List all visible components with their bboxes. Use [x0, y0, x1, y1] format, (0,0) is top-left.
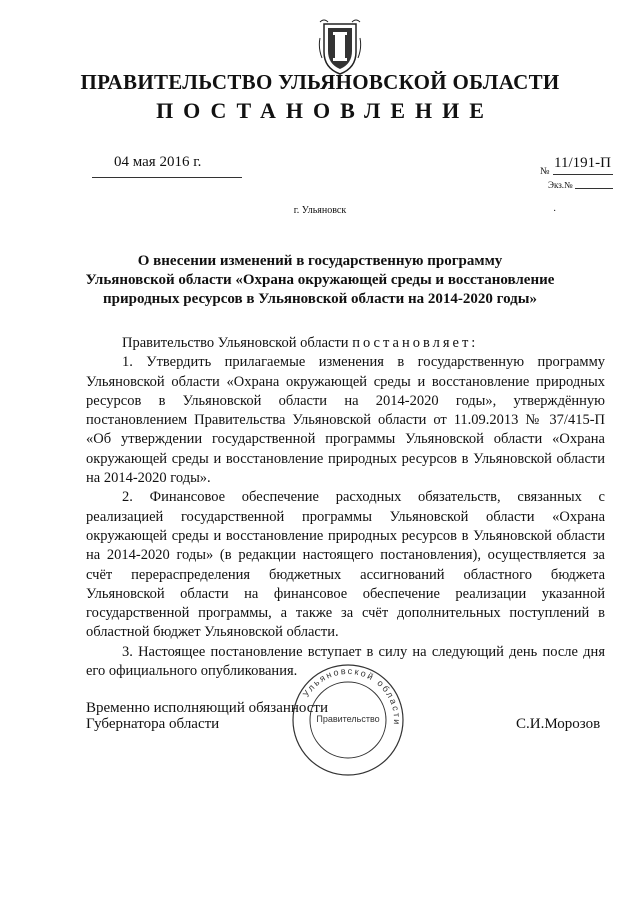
official-stamp — [288, 660, 408, 780]
document-subject — [80, 252, 560, 309]
item-2: 2. Финансовое обеспечение расходных обязательств, связанных с реализацией государственной программы Ульяновской области «Охрана окружающей среды и восстановление природных ресурсов в Ульяновской области на 2014-2020 годы» (в редакции настоящего постановления), осуществляется за счёт перераспределения бюджетных ассигнований областного бюджета Ульяновской области на финансовое обеспечение реализации указанной государственной программы, а также за счёт дополнительных поступлений в областной бюджет Ульяновской области. — [86, 489, 605, 641]
number-prefix: № — [540, 166, 550, 177]
stamp-outer-text: Ульяновской области — [300, 665, 403, 727]
city-label: г. Ульяновск — [293, 205, 347, 216]
number-underline — [553, 174, 613, 175]
item-3: 3. Настоящее постановление вступает в силу на следующий день после дня его официального опубликования. — [86, 643, 605, 680]
intro-verb: постановляет: — [352, 335, 479, 351]
stamp-inner-text: Правительство — [316, 714, 380, 724]
coat-of-arms-icon — [318, 18, 362, 76]
subject-line-2: Ульяновской области «Охрана окружающей среды и восстановление — [85, 272, 555, 288]
document-body — [86, 334, 605, 681]
item-1: 1. Утвердить прилагаемые изменения в государственную программу Ульяновской области «Охрана окружающей среды и восстановление природных ресурсов в Ульяновской области на 2014-2020 годы», утверждённую постановлением Правительства Ульяновской области от 11.09.2013 № 37/415-П «Об утверждении государственной программы Ульяновской области «Охрана окружающей среды и восстановление природных ресурсов в Ульяновской области на 2014-2020 годы». — [86, 354, 605, 487]
government-title: ПРАВИТЕЛЬСТВО УЛЬЯНОВСКОЙ ОБЛАСТИ — [80, 70, 560, 94]
tick-mark: · — [553, 206, 557, 217]
document-type: ПОСТАНОВЛЕНИЕ — [156, 98, 494, 123]
intro-paragraph — [86, 334, 605, 353]
copy-number-underline — [575, 188, 613, 189]
signatory-position-line-1: Временно исполняющий обязанности — [86, 700, 329, 716]
subject-line-1: О внесении изменений в государственную программу — [137, 253, 503, 269]
subject-line-3: природных ресурсов в Ульяновской области на 2014-2020 годы» — [103, 291, 537, 307]
signatory-position-line-2: Губернатора области — [86, 716, 220, 732]
document-number: 11/191-П — [554, 155, 611, 171]
document-date: 04 мая 2016 г. — [114, 154, 202, 170]
intro-subject: Правительство Ульяновской области — [122, 335, 349, 351]
date-underline — [92, 177, 242, 178]
copy-number-prefix: Экз.№ — [548, 180, 573, 190]
signatory-name: С.И.Морозов — [516, 716, 601, 732]
